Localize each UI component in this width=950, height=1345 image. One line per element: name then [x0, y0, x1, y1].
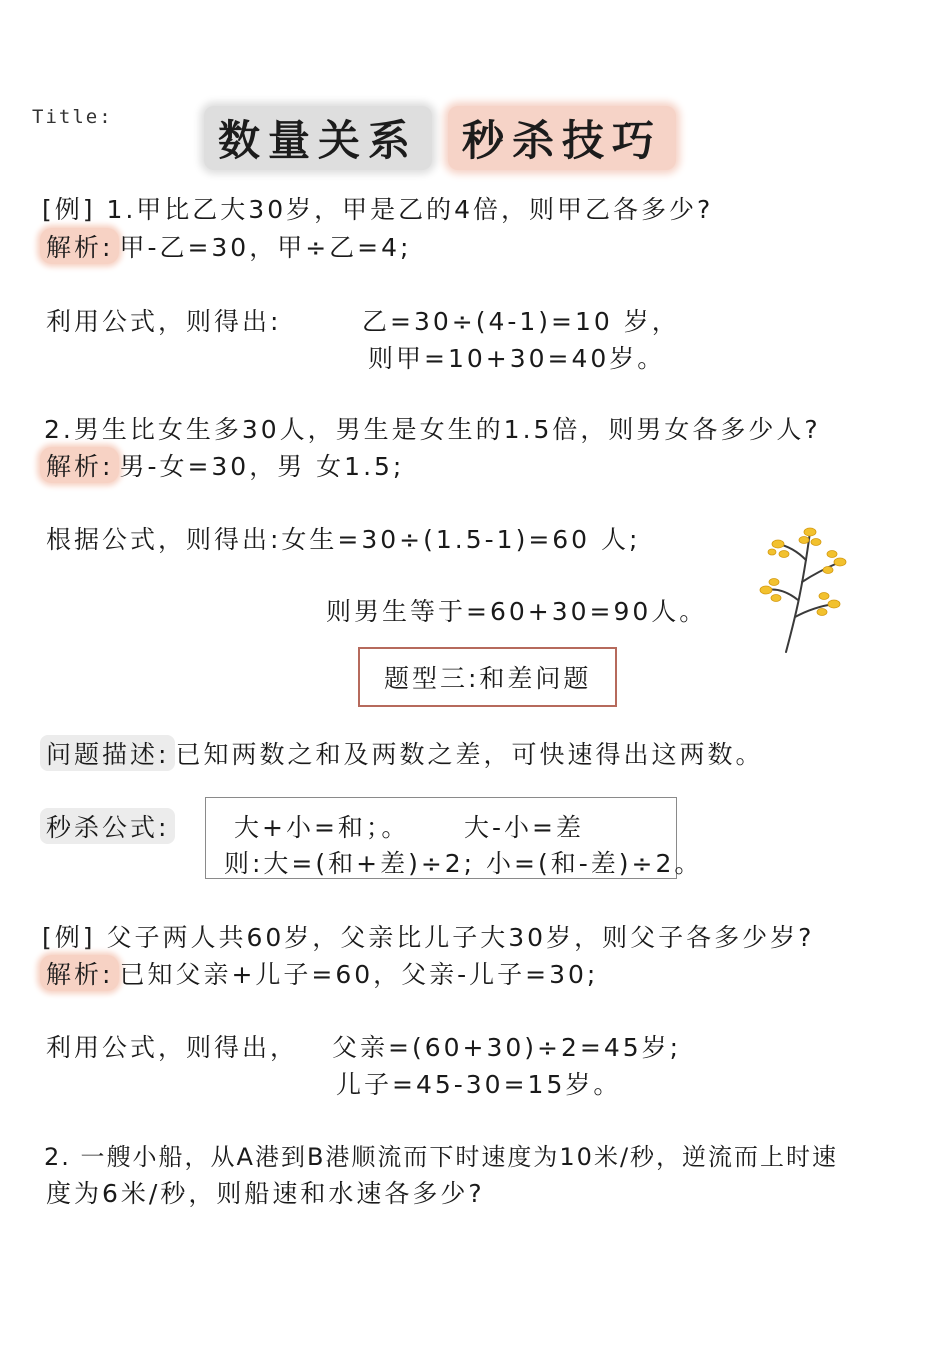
- description-text: 已知两数之和及两数之差，可快速得出这两数。: [175, 740, 764, 769]
- formula-label-wrap: [46, 808, 175, 844]
- analysis-text: 已知父亲+儿子=60，父亲-儿子=30;: [119, 960, 599, 989]
- example3-result-line2: 儿子=45-30=15岁。: [336, 1070, 622, 1099]
- section-title: 题型三:和差问题: [384, 664, 592, 693]
- section-title-box: [358, 647, 617, 707]
- formula-line1-right: 大-小=差: [464, 813, 584, 842]
- formula-line1-left: 大+小=和；。: [234, 813, 410, 842]
- description-label: 问题描述:: [40, 735, 175, 771]
- yellow-flower-sprig-icon: [758, 522, 853, 654]
- title-part-quick-tricks: 秒杀技巧: [448, 106, 676, 170]
- example1-question: [例] 1.甲比乙大30岁，甲是乙的4倍，则甲乙各多少?: [42, 195, 714, 224]
- example2-result-line: 则男生等于=60+30=90人。: [326, 597, 708, 626]
- formula-label: 秒杀公式:: [40, 808, 175, 844]
- example1-result-line2: 则甲=10+30=40岁。: [368, 344, 666, 373]
- example3-result-line1: 父亲=(60+30)÷2=45岁;: [332, 1033, 682, 1062]
- example4-question-line1: 2. 一艘小船，从A港到B港顺流而下时速度为10米/秒，逆流而上时速: [44, 1143, 839, 1171]
- analysis-label: 解析:: [40, 447, 119, 483]
- page-title: [204, 108, 676, 168]
- example3-formula-intro: 利用公式，则得出，: [46, 1033, 299, 1062]
- example4-question-line2: 度为6米/秒，则船速和水速各多少?: [46, 1179, 485, 1208]
- analysis-text: 甲-乙=30，甲÷乙=4;: [119, 233, 412, 262]
- problem-description: [46, 735, 763, 771]
- example2-question: 2.男生比女生多30人，男生是女生的1.5倍，则男女各多少人?: [44, 415, 821, 444]
- analysis-label: 解析:: [40, 955, 119, 991]
- analysis-label: 解析:: [40, 228, 119, 264]
- example1-analysis: [46, 228, 411, 264]
- example2-analysis: [46, 447, 404, 483]
- analysis-text: 男-女=30，男 女1.5;: [119, 452, 405, 481]
- title-part-quantity-relation: 数量关系: [204, 106, 432, 170]
- example1-result-line1: 乙=30÷(4-1)=10 岁，: [362, 307, 680, 336]
- example3-question: [例] 父子两人共60岁，父亲比儿子大30岁，则父子各多少岁?: [42, 923, 815, 952]
- formula-line2: 则:大=(和+差)÷2; 小=(和-差)÷2。: [224, 849, 703, 878]
- example3-analysis: [46, 955, 598, 991]
- formula-box: [205, 797, 703, 879]
- example2-formula-line: 根据公式，则得出:女生=30÷(1.5-1)=60 人;: [46, 525, 641, 554]
- example1-formula-intro: 利用公式，则得出:: [46, 307, 282, 336]
- title-label: Title:: [32, 106, 113, 128]
